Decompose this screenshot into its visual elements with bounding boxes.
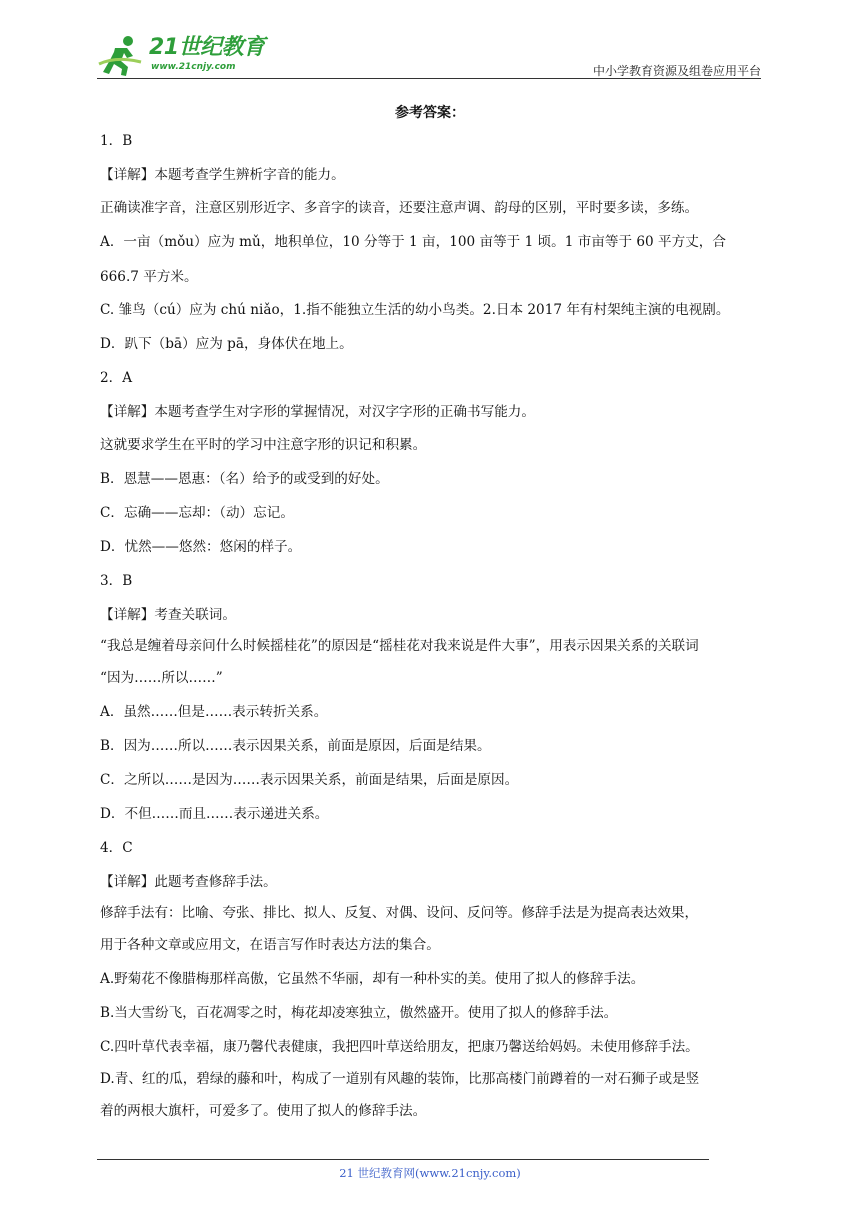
answer-line: 这就要求学生在平时的学习中注意字形的识记和积累。 — [100, 437, 427, 453]
page-header — [97, 32, 761, 80]
answer-line: 正确读准字音，注意区别形近字、多音字的读音，还要注意声调、韵母的区别，平时要多读，多练。 — [100, 199, 699, 216]
logo-url: www.21cnjy.com — [151, 62, 236, 72]
page-title: 参考答案： — [395, 105, 465, 121]
answer-line: 着的两根大旗杆，可爱多了。使用了拟人的修辞手法。 — [100, 1103, 427, 1119]
answer-content — [100, 124, 764, 1128]
answer-line: 【详解】考查关联词。 — [100, 606, 236, 623]
answer-line: 【详解】本题考查学生辨析字音的能力。 — [100, 167, 345, 183]
header-divider — [97, 78, 761, 79]
answer-line: 修辞手法有：比喻、夸张、排比、拟人、反复、对偶、设问、反问等。修辞手法是为提高表达效果， — [100, 905, 699, 921]
answer-line: C．忘确——忘却：（动）忘记。 — [100, 505, 294, 521]
runner-icon — [97, 34, 147, 78]
platform-label: 中小学教育资源及组卷应用平台 — [592, 64, 761, 78]
answer-line: 【详解】本题考查学生对字形的掌握情况，对汉字字形的正确书写能力。 — [100, 403, 535, 420]
answer-line: 1．B — [100, 133, 133, 149]
answer-line: A．一亩（mǒu）应为 mǔ，地积单位，10 分等于 1 亩，100 亩等于 1 顷。1 市亩等于 60 平方丈，合 — [100, 234, 726, 250]
footer-divider — [97, 1159, 709, 1160]
answer-line: 4．C — [100, 840, 133, 856]
answer-line: “因为……所以……” — [100, 670, 223, 686]
answer-line: C．之所以……是因为……表示因果关系，前面是结果，后面是原因。 — [100, 772, 519, 788]
answer-line: 3．B — [100, 573, 133, 589]
answer-line: B．恩慧——恩惠：（名）给予的或受到的好处。 — [100, 471, 389, 487]
answer-line: B．因为……所以……表示因果关系，前面是原因，后面是结果。 — [100, 738, 491, 754]
answer-line: D．趴下（bā）应为 pā，身体伏在地上。 — [100, 336, 353, 352]
answer-line: B.当大雪纷飞，百花凋零之时，梅花却凌寒独立，傲然盛开。使用了拟人的修辞手法。 — [100, 1005, 618, 1021]
answer-line: 【详解】此题考查修辞手法。 — [100, 873, 277, 890]
answer-line: 666.7 平方米。 — [100, 269, 198, 285]
answer-line: C. 雏鸟（cú）应为 chú niǎo，1.指不能独立生活的幼小鸟类。2.日本 2017 年有村架纯主演的电视剧。 — [100, 302, 730, 318]
answer-line: 2．A — [100, 370, 133, 386]
logo-title: 21世纪教育 — [149, 35, 265, 60]
answer-line: D．忧然——悠然：悠闲的样子。 — [100, 539, 302, 555]
answer-line: A.野菊花不像腊梅那样高傲，它虽然不华丽，却有一种朴实的美。使用了拟人的修辞手法。 — [100, 971, 645, 987]
answer-line: 用于各种文章或应用文，在语言写作时表达方法的集合。 — [100, 937, 440, 953]
footer-text: 21 世纪教育网(www.21cnjy.com) — [339, 1166, 521, 1180]
answer-line: D.青、红的瓜，碧绿的藤和叶，构成了一道别有风趣的装饰，比那高楼门前蹲着的一对石狮子或是竖 — [100, 1070, 700, 1087]
answer-line: D．不但……而且……表示递进关系。 — [100, 806, 329, 822]
answer-line: A．虽然……但是……表示转折关系。 — [100, 704, 328, 720]
logo — [97, 34, 265, 78]
answer-line: C.四叶草代表幸福，康乃馨代表健康，我把四叶草送给朋友，把康乃馨送给妈妈。未使用修辞手法。 — [100, 1038, 699, 1055]
answer-line: “我总是缠着母亲问什么时候摇桂花”的原因是“摇桂花对我来说是件大事”，用表示因果关系的关联词 — [100, 638, 699, 654]
